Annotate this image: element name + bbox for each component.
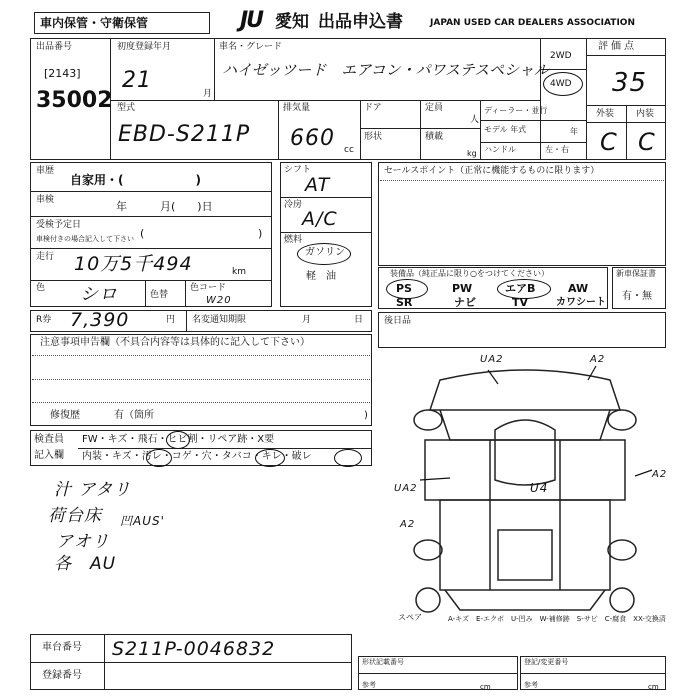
cc-unit: cc <box>344 145 354 155</box>
received-paren: ( <box>140 227 145 240</box>
circle-yabure <box>334 449 362 467</box>
cooler-value: A/C <box>302 208 338 230</box>
km-unit: km <box>232 267 246 277</box>
damage-mark-3: UA2 <box>394 483 418 494</box>
drive-2wd: 2WD <box>550 51 572 61</box>
spare-label: スペア <box>398 613 422 622</box>
registration-label: 登録番号 <box>42 670 82 681</box>
reference-label-2: 参考 <box>524 681 538 689</box>
load-label: 積載 <box>425 132 444 142</box>
handle-label: ハンドル <box>484 145 516 154</box>
shape-record-label: 形状記載番号 <box>362 658 404 666</box>
interior-value: C <box>638 128 656 156</box>
first-registration-label: 初度登録年月 <box>117 42 172 52</box>
name-grade-value: ハイゼッツード エアコン・パワステスペシャル <box>222 61 549 79</box>
equip-ps: PS <box>396 282 412 295</box>
color-change-label: 色替 <box>150 290 169 300</box>
rating-value: 35 <box>612 68 648 98</box>
received-paren-close: ) <box>258 227 263 240</box>
repair-paren: ) <box>364 410 368 421</box>
yen-unit: 円 <box>166 315 176 325</box>
notes-title: 注意事項申告欄（不具合内容等は具体的に記入して下さい） <box>40 337 310 348</box>
repair-history-label: 修復歴 <box>50 410 80 421</box>
interior-label: 内装 <box>636 109 655 119</box>
inspector-label-2: 記入欄 <box>34 450 64 461</box>
sales-points-label: セールスポイント（正常に機能するものに限ります） <box>384 166 600 176</box>
model-value: EBD-S211P <box>118 122 251 147</box>
inspection-label: 車検 <box>36 195 55 205</box>
color-label: 色 <box>36 283 46 293</box>
kg-unit: kg <box>467 149 477 158</box>
chassis-value: S211P-0046832 <box>112 638 276 660</box>
name-grade-label: 車名・グレード <box>219 42 283 52</box>
color-value: シロ <box>80 284 118 305</box>
first-registration-year: 21 <box>122 68 152 93</box>
equipment-label: 装備品（純正品に限り○をつけてください） <box>390 269 549 278</box>
cooler-label: 冷房 <box>284 200 303 210</box>
brand-name: 愛知 <box>275 12 309 32</box>
damage-mark-1: UA2 <box>480 354 504 365</box>
inspector-row-2: 内装・キズ・汚レ・コゲ・穴・タバコ・キレ・破レ <box>82 451 312 462</box>
model-label: 型式 <box>117 103 136 113</box>
handle-value: 左・右 <box>545 145 569 154</box>
circle-tabako <box>255 449 285 467</box>
lot-number: 35002 <box>36 88 113 113</box>
shift-value: AT <box>305 174 331 196</box>
reference-label: 参考 <box>362 681 376 689</box>
damage-mark-6: A2 <box>652 469 668 480</box>
back-items-label: 後日品 <box>384 316 412 326</box>
changed-number-label: 登記/変更番号 <box>524 658 569 666</box>
handwritten-note-4: 各 AU <box>54 554 117 574</box>
recycle-label: R券 <box>36 315 52 325</box>
back-items-box <box>378 312 666 348</box>
repair-history-value: 有（箇所 <box>114 410 154 421</box>
history-label: 車歴 <box>36 166 55 176</box>
fuel-diesel: 軽 油 <box>306 271 336 282</box>
month-char: 月 <box>203 89 213 99</box>
equip-tv: TV <box>512 296 529 309</box>
model-year-label: モデル 年式 <box>484 125 527 134</box>
displacement-value: 660 <box>290 126 335 151</box>
rating-label: 評価点 <box>598 41 637 52</box>
received-note: 車検付きの場合記入して下さい <box>36 235 134 243</box>
door-label: ドア <box>364 103 382 113</box>
expiry-label: 名変通知期限 <box>192 315 247 325</box>
color-code-label: 色コード <box>190 283 227 293</box>
cm-unit-1: cm <box>480 683 491 691</box>
damage-mark-2: A2 <box>590 354 606 365</box>
expiry-day: 日 <box>354 315 364 325</box>
drive-4wd: 4WD <box>550 79 572 89</box>
shape-label: 形状 <box>364 132 383 142</box>
drive-4wd-circle <box>543 72 583 96</box>
exterior-value: C <box>600 128 618 156</box>
mileage-value: 10万5千494 <box>74 253 193 275</box>
capacity-label: 定員 <box>425 103 444 113</box>
history-value: 自家用・( ) <box>70 173 201 187</box>
association-name: JAPAN USED CAR DEALERS ASSOCIATION <box>430 18 635 28</box>
circle-hiseki <box>166 431 190 449</box>
recycle-value: 7,390 <box>70 309 130 331</box>
damage-legend: A-キズ E-エクボ U-凹み W-補修跡 S-サビ C-腐食 XX-交換済 <box>448 615 666 623</box>
mileage-label: 走行 <box>36 252 55 262</box>
color-code-value: W20 <box>206 295 232 306</box>
handwritten-note-2: 荷台床 <box>48 506 102 526</box>
equip-pw: PW <box>452 282 473 295</box>
equip-navi: ナビ <box>454 296 476 309</box>
warranty-value: 有・無 <box>622 291 652 302</box>
fuel-label: 燃料 <box>284 235 303 245</box>
handwritten-note-3: アオリ <box>56 532 110 552</box>
storage-label: 車内保管・守衛保管 <box>40 16 149 30</box>
inspector-label-1: 検査員 <box>34 434 64 445</box>
warranty-label: 新車保証書 <box>616 269 656 278</box>
exterior-label: 外装 <box>596 109 615 119</box>
car-damage-diagram <box>380 350 670 640</box>
year-char: 年 <box>570 127 578 136</box>
equip-power-seat: カワシート <box>556 297 606 308</box>
equip-aw: AW <box>568 282 589 295</box>
expiry-month: 月 <box>302 315 312 325</box>
received-label: 受検予定日 <box>36 220 82 230</box>
chassis-label: 車台番号 <box>42 642 82 653</box>
fuel-gas: ガソリン <box>305 247 345 258</box>
ju-logo: JU <box>240 8 263 33</box>
shift-label: シフト <box>284 165 312 175</box>
displacement-label: 排気量 <box>283 103 311 113</box>
damage-mark-5: U4 <box>530 481 549 495</box>
circle-yogore <box>146 449 172 467</box>
lot-bracket: [2143] <box>44 67 81 80</box>
inspection-value: 年 月( )日 <box>116 200 213 213</box>
form-title: 出品申込書 <box>318 12 403 32</box>
person-unit: 人 <box>470 115 480 125</box>
equip-airbag: エアB <box>505 282 536 295</box>
equip-sr: SR <box>396 296 413 309</box>
inspector-row-1: FW・キズ・飛石・ヒビ割・リペア跡・X要 <box>82 434 275 445</box>
dealer-label: ディーラー・並行 <box>484 106 548 115</box>
handwritten-note-1: 汁 アタリ <box>54 480 132 500</box>
handwritten-side-note: 凹AUS' <box>120 514 165 528</box>
lot-number-label: 出品番号 <box>36 42 73 52</box>
damage-mark-4: A2 <box>400 519 416 530</box>
cm-unit-2: cm <box>648 683 659 691</box>
sales-points-box <box>378 162 666 266</box>
